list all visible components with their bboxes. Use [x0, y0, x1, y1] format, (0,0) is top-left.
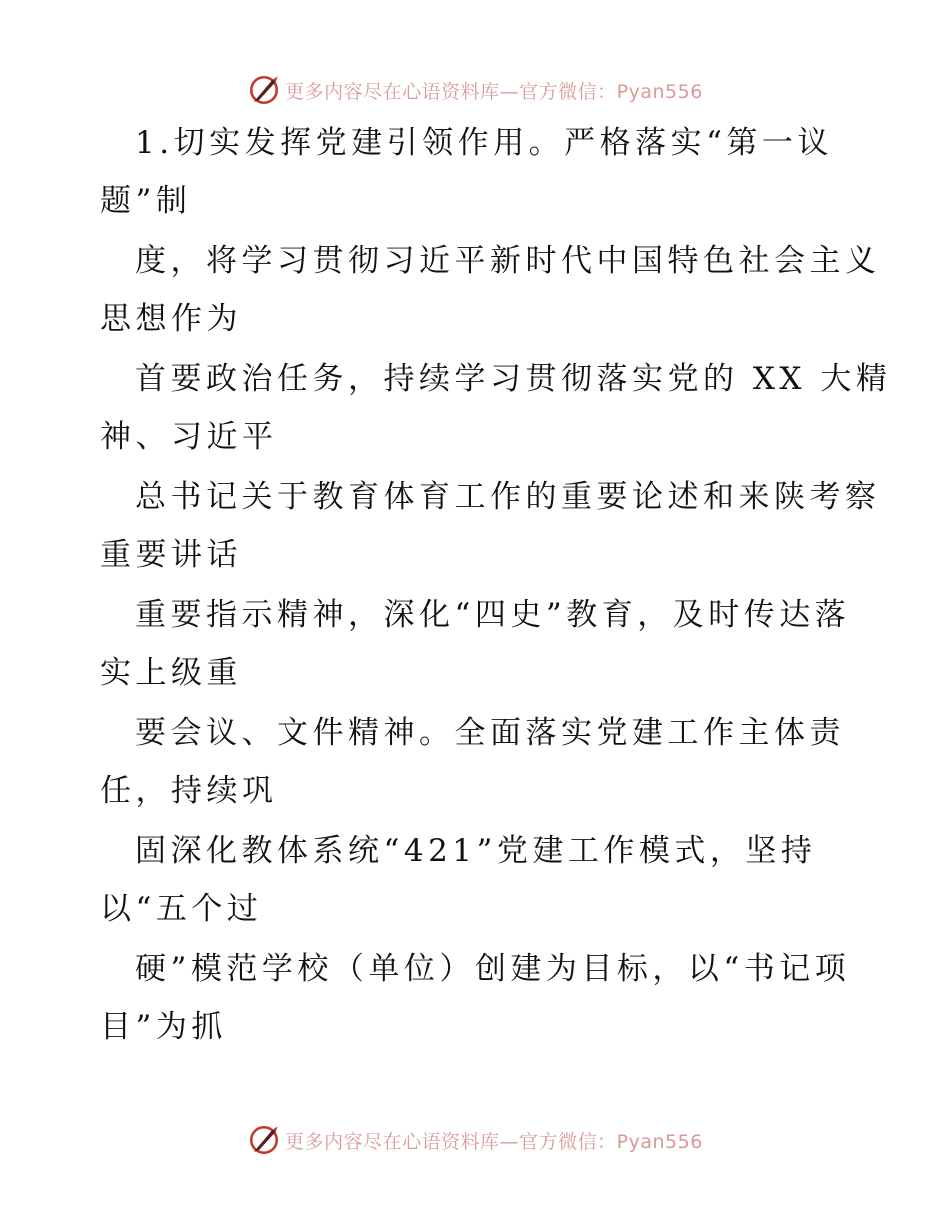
body-line: 以“五个过: [100, 891, 263, 927]
body-line: 重要指示精神，深化“四史”教育，及时传达落: [135, 597, 851, 633]
body-line: 度，将学习贯彻习近平新时代中国特色社会主义: [135, 243, 881, 279]
body-line: 实上级重: [100, 655, 242, 691]
body-line: 要会议、文件精神。全面落实党建工作主体责: [135, 715, 845, 751]
header-banner: [0, 70, 950, 110]
body-line: 固深化教体系统“421”党建工作模式，坚持: [135, 833, 817, 869]
body-line: 神、习近平: [100, 419, 278, 455]
body-line: 1.切实发挥党建引领作用。严格落实“第一议: [135, 125, 833, 161]
footer-banner: [0, 1120, 950, 1160]
body-line: 目”为抓: [100, 1009, 227, 1045]
quill-pen-circle-icon: [247, 73, 281, 107]
footer-banner-text: 更多内容尽在心语资料库—官方微信：Pyan556: [285, 1130, 703, 1153]
body-line: 任，持续巩: [100, 773, 278, 809]
body-line: 总书记关于教育体育工作的重要论述和来陕考察: [135, 479, 881, 515]
header-banner-text: 更多内容尽在心语资料库—官方微信：Pyan556: [285, 80, 703, 103]
body-line: 重要讲话: [100, 537, 242, 573]
body-line: 硬”模范学校（单位）创建为目标，以“书记项: [135, 951, 851, 987]
body-line: 首要政治任务，持续学习贯彻落实党的 XX 大精: [135, 361, 892, 397]
body-line: 思想作为: [100, 301, 242, 337]
body-line: 题”制: [100, 183, 192, 219]
quill-pen-circle-icon: [247, 1123, 281, 1157]
